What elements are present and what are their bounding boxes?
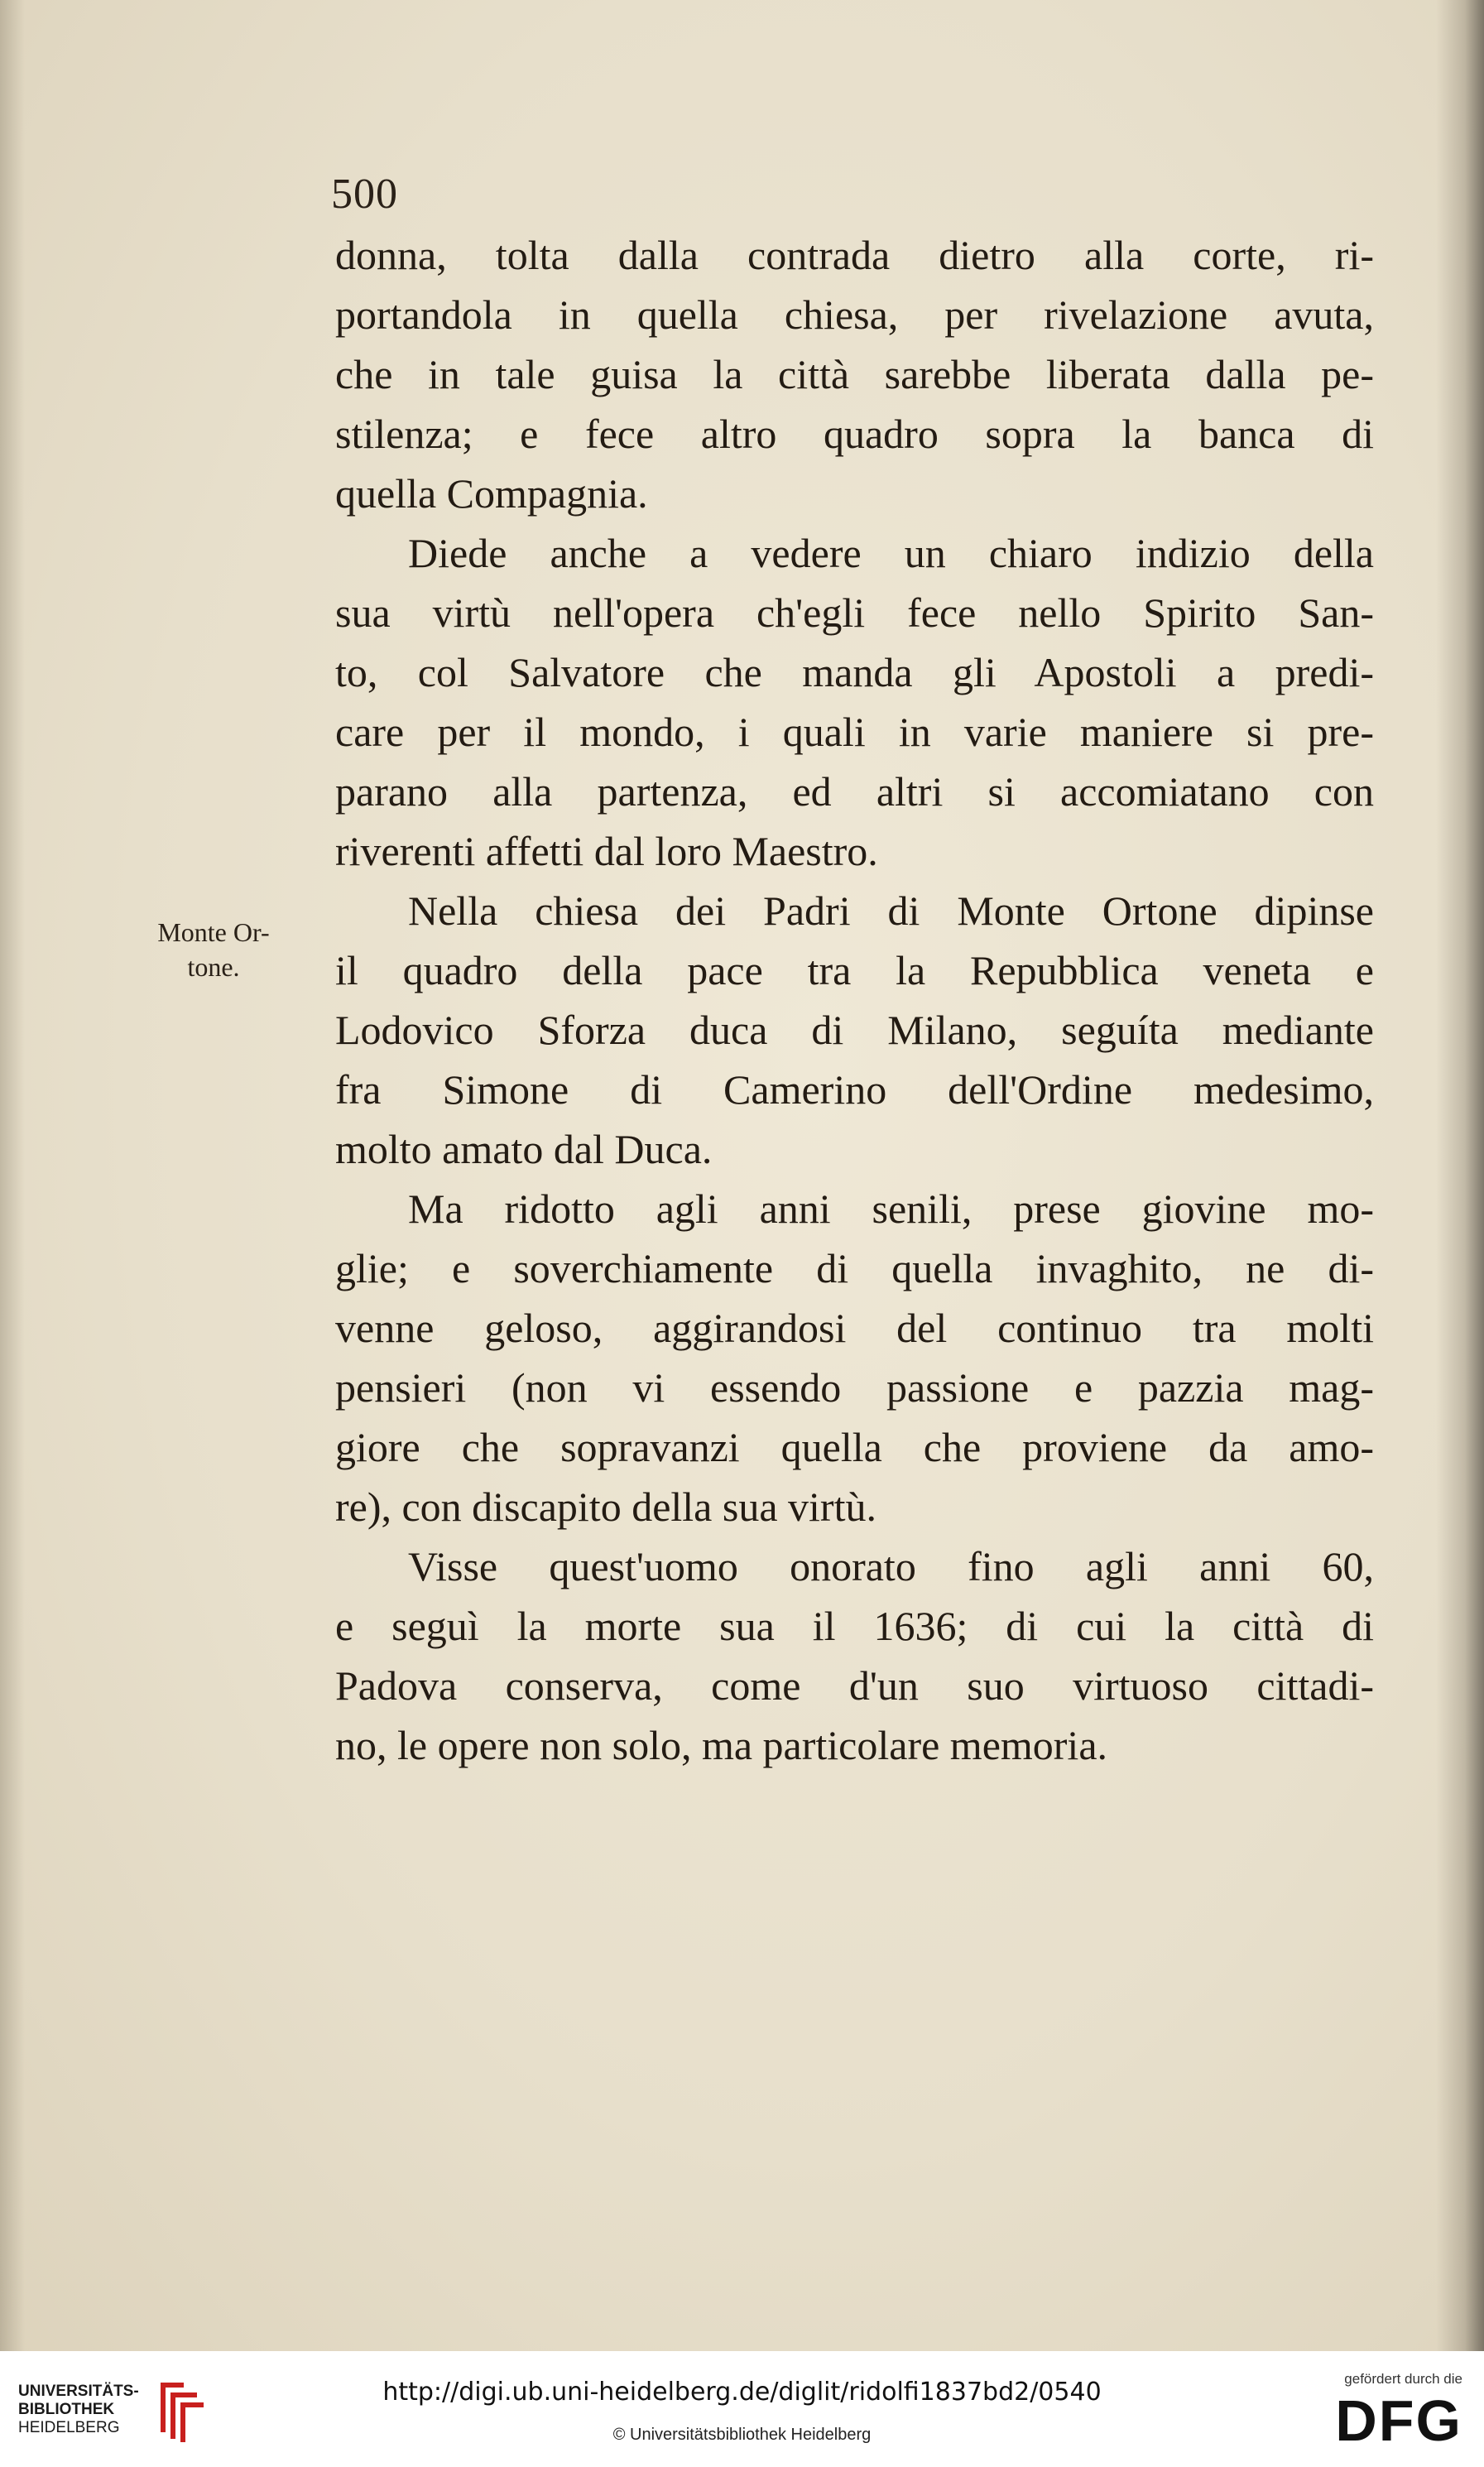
- paragraph: [335, 523, 1374, 881]
- dfg-logo: [1314, 2371, 1462, 2453]
- text-line: Ma ridotto agli anni senili, prese giovine mo-: [408, 1185, 1374, 1232]
- text-line: to, col Salvatore che manda gli Apostoli a predi-: [335, 649, 1374, 695]
- gutter-shadow: [1436, 0, 1484, 2351]
- body-text: [335, 225, 1374, 1775]
- text-line: portandola in quella chiesa, per rivelazione avuta,: [335, 291, 1374, 338]
- margin-note: [131, 915, 296, 984]
- text-line: glie; e soverchiamente di quella invaghito, ne di-: [335, 1245, 1374, 1291]
- margin-note-line: tone.: [187, 952, 240, 982]
- text-line: parano alla partenza, ed altri si accomiatano con: [335, 768, 1374, 815]
- text-line: Lodovico Sforza duca di Milano, seguíta mediante: [335, 1007, 1374, 1053]
- paragraph: [335, 881, 1374, 1179]
- text-line: donna, tolta dalla contrada dietro alla corte, ri-: [335, 232, 1374, 278]
- text-line: Visse quest'uomo onorato fino agli anni 60,: [408, 1543, 1374, 1589]
- library-name-line: UNIVERSITÄTS-: [18, 2383, 139, 2400]
- library-name-line: BIBLIOTHEK: [18, 2401, 115, 2418]
- footer-copyright: © Universitätsbibliothek Heidelberg: [612, 2426, 872, 2444]
- page-left-edge: [0, 0, 25, 2351]
- text-line: il quadro della pace tra la Repubblica veneta e: [335, 947, 1374, 993]
- text-line: riverenti affetti dal loro Maestro.: [335, 828, 878, 874]
- funding-note: gefördert durch die: [1344, 2371, 1462, 2387]
- text-line: no, le opere non solo, ma particolare memoria.: [335, 1722, 1108, 1768]
- paragraph: [335, 225, 1374, 523]
- text-line: quella Compagnia.: [335, 470, 648, 517]
- text-line: Padova conserva, come d'un suo virtuoso cittadi-: [335, 1662, 1374, 1709]
- margin-note-line: Monte Or-: [157, 917, 270, 947]
- text-line: fra Simone di Camerino dell'Ordine medesimo,: [335, 1066, 1374, 1113]
- text-line: re), con discapito della sua virtù.: [335, 1484, 876, 1530]
- page-number: 500: [331, 171, 398, 218]
- dfg-wordmark: DFG: [1335, 2388, 1462, 2453]
- text-line: e seguì la morte sua il 1636; di cui la città di: [335, 1603, 1374, 1649]
- text-line: stilenza; e fece altro quadro sopra la banca di: [335, 411, 1374, 457]
- footer-url-link[interactable]: http://digi.ub.uni-heidelberg.de/diglit/ridolfi1837bd2/0540: [382, 2378, 1102, 2407]
- library-name-line: HEIDELBERG: [18, 2419, 120, 2436]
- text-line: che in tale guisa la città sarebbe liberata dalla pe-: [335, 351, 1374, 397]
- paragraph: [335, 1536, 1374, 1775]
- text-line: Diede anche a vedere un chiaro indizio della: [408, 530, 1374, 576]
- text-line: giore che sopravanzi quella che proviene da amo-: [335, 1424, 1374, 1470]
- footer-bar: [0, 2351, 1484, 2467]
- text-line: molto amato dal Duca.: [335, 1126, 713, 1172]
- text-line: pensieri (non vi essendo passione e pazzia mag-: [335, 1364, 1374, 1411]
- paragraph: [335, 1179, 1374, 1536]
- text-line: sua virtù nell'opera ch'egli fece nello Spirito San-: [335, 589, 1374, 636]
- text-line: Nella chiesa dei Padri di Monte Ortone dipinse: [408, 887, 1374, 934]
- text-line: care per il mondo, i quali in varie maniere si pre-: [335, 709, 1374, 755]
- text-line: venne geloso, aggirandosi del continuo tra molti: [335, 1305, 1374, 1351]
